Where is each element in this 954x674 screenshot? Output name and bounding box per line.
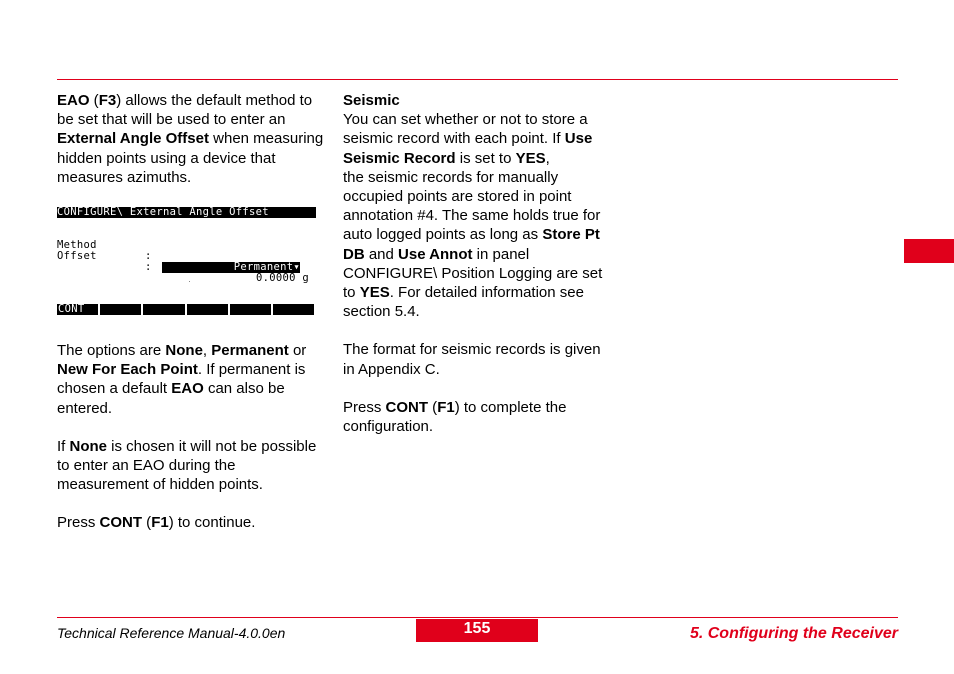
fkey-f2[interactable] — [100, 304, 143, 315]
bottom-rule — [57, 617, 898, 618]
fkey-f6[interactable] — [273, 304, 314, 315]
fkey-f5[interactable] — [230, 304, 273, 315]
fkey-f4[interactable] — [187, 304, 230, 315]
right-column — [343, 91, 615, 455]
complete-paragraph: Press CONT (F1) to complete the configuration. — [343, 398, 567, 436]
offset-colon: : — [145, 261, 152, 273]
footer-manual-title: Technical Reference Manual-4.0.0en — [57, 625, 286, 641]
method-colon: : — [145, 250, 152, 262]
method-select[interactable]: Permanent▾ — [162, 262, 300, 273]
offset-label: Offset — [57, 250, 97, 262]
fkey-f3[interactable] — [143, 304, 186, 315]
offset-value[interactable]: 0.0000 g — [256, 272, 309, 284]
footer-chapter-title: 5. Configuring the Receiver — [689, 625, 898, 642]
seismic-heading: Seismic — [343, 92, 400, 109]
function-key-bar — [57, 304, 314, 315]
left-column-lower — [57, 341, 327, 552]
screen-pixel — [189, 281, 190, 282]
device-screen — [57, 207, 316, 317]
method-label: Method — [57, 239, 97, 251]
page-number: 155 — [416, 619, 538, 642]
fkey-f1-cont[interactable]: CONT — [57, 304, 100, 315]
top-rule — [57, 79, 898, 80]
continue-paragraph: Press CONT (F1) to continue. — [57, 514, 256, 532]
left-column — [57, 91, 327, 206]
chapter-tab-marker — [904, 239, 954, 263]
eao-paragraph: EAO (F3) allows the default method to be set that will be used to enter an External Angle Offset when measuring hidden points using a device that measures azimuths. — [57, 92, 324, 186]
format-paragraph: The format for seismic records is given in Appendix C. — [343, 341, 601, 378]
screen-title: CONFIGURE\ External Angle Offset — [57, 207, 316, 218]
options-paragraph: The options are None, Permanent or New For Each Point. If permanent is chosen a default EAO can also be entered. — [57, 342, 307, 417]
seismic-paragraph: You can set whether or not to store a seismic record with each point. If Use Seismic Record is set to YES, the seismic records for manually occupied points are stored in point annotation #4. The same holds true for auto logged points as long as Store Pt DB and Use Annot in panel CONFIGURE\ Position Logging are set to YES. For detailed information see section 5.4. — [343, 111, 603, 321]
none-paragraph: If None is chosen it will not be possible to enter an EAO during the measurement of hidden points. — [57, 437, 317, 494]
